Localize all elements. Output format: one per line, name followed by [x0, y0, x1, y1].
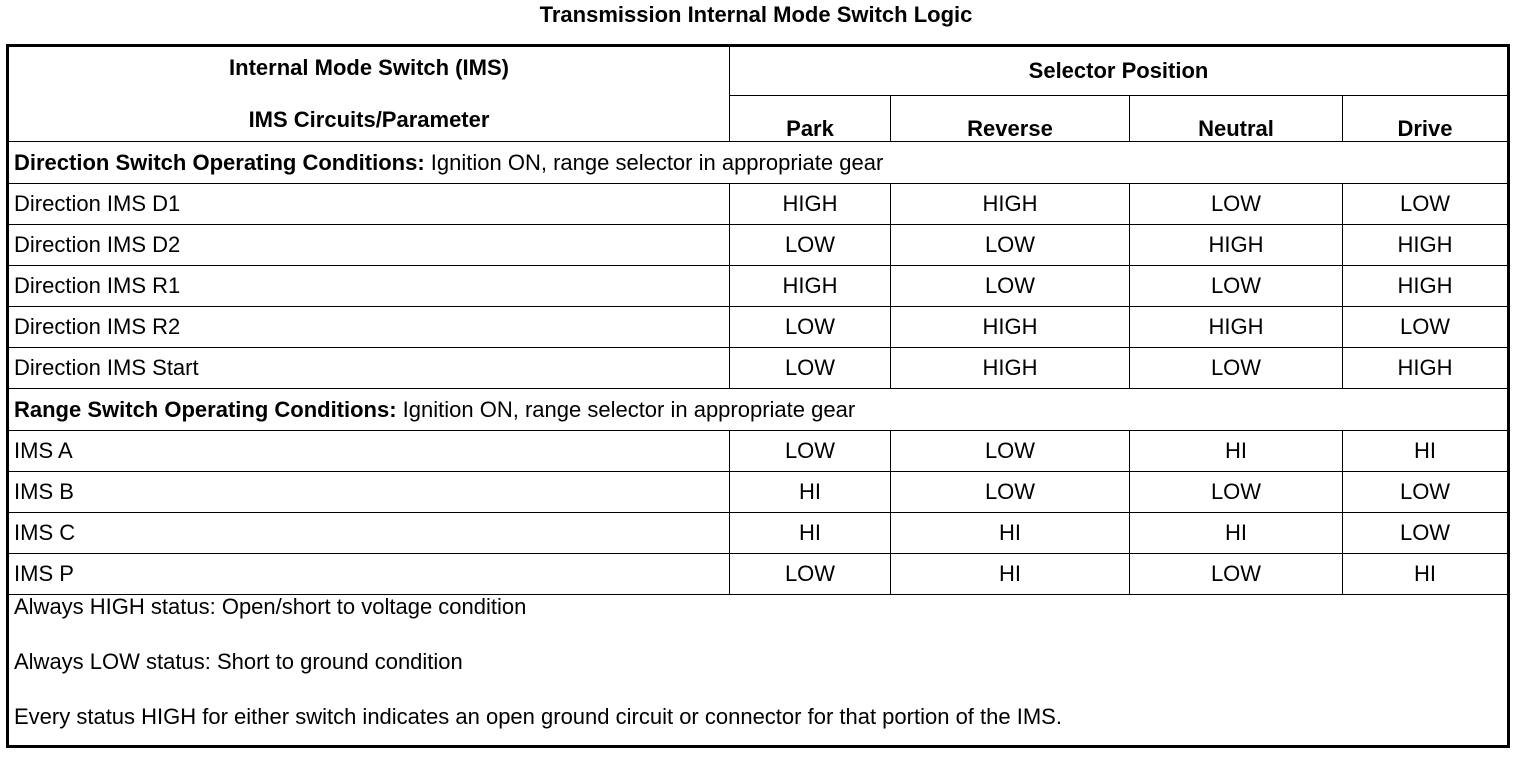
row-label: Direction IMS D2 — [8, 225, 730, 266]
row-label: IMS P — [8, 554, 730, 595]
table-title: Transmission Internal Mode Switch Logic — [539, 2, 973, 27]
cell-reverse: LOW — [891, 266, 1130, 307]
row-label: IMS C — [8, 513, 730, 554]
cell-neutral: HI — [1130, 513, 1343, 554]
cell-reverse: HI — [891, 513, 1130, 554]
header-reverse: Reverse — [891, 95, 1130, 141]
table-row — [8, 554, 1509, 595]
cell-park: LOW — [730, 225, 891, 266]
cell-park: HIGH — [730, 266, 891, 307]
cell-reverse: HI — [891, 554, 1130, 595]
cell-drive: HI — [1343, 554, 1509, 595]
cell-park: LOW — [730, 431, 891, 472]
cell-drive: LOW — [1343, 184, 1509, 225]
section-direction-switch — [8, 142, 1509, 184]
section-heading-bold: Range Switch Operating Conditions: — [14, 396, 397, 422]
cell-park: HI — [730, 513, 891, 554]
notes-cell — [8, 595, 1509, 747]
cell-park: HI — [730, 472, 891, 513]
cell-drive: LOW — [1343, 307, 1509, 348]
cell-reverse: LOW — [891, 225, 1130, 266]
notes-row — [8, 595, 1509, 747]
table-row — [8, 513, 1509, 554]
section-heading — [8, 142, 1509, 184]
note-always-high: Always HIGH status: Open/short to voltage condition — [14, 594, 527, 619]
cell-park: LOW — [730, 348, 891, 389]
table-row — [8, 184, 1509, 225]
header-park: Park — [730, 95, 891, 141]
cell-reverse: HIGH — [891, 184, 1130, 225]
section-range-switch — [8, 389, 1509, 431]
note-always-low: Always LOW status: Short to ground condition — [14, 649, 463, 674]
header-ims-circuits — [8, 46, 730, 142]
cell-drive: HIGH — [1343, 225, 1509, 266]
header-ims-parameter: IMS Circuits/Parameter — [248, 107, 490, 132]
row-label: IMS A — [8, 431, 730, 472]
header-drive: Drive — [1343, 95, 1509, 141]
row-label: Direction IMS R2 — [8, 307, 730, 348]
cell-neutral: HIGH — [1130, 307, 1343, 348]
cell-neutral: HIGH — [1130, 225, 1343, 266]
row-label: Direction IMS D1 — [8, 184, 730, 225]
table-row — [8, 266, 1509, 307]
cell-drive: LOW — [1343, 472, 1509, 513]
header-neutral: Neutral — [1130, 95, 1343, 141]
header-ims-title: Internal Mode Switch (IMS) — [229, 55, 509, 80]
section-heading — [8, 389, 1509, 431]
section-heading-bold: Direction Switch Operating Conditions: — [14, 149, 425, 175]
section-heading-rest: Ignition ON, range selector in appropriate gear — [424, 149, 884, 175]
table-row — [8, 307, 1509, 348]
cell-park: HIGH — [730, 184, 891, 225]
cell-reverse: LOW — [891, 472, 1130, 513]
header-selector-position: Selector Position — [730, 46, 1509, 96]
row-label: IMS B — [8, 472, 730, 513]
cell-neutral: LOW — [1130, 266, 1343, 307]
cell-reverse: HIGH — [891, 307, 1130, 348]
cell-neutral: LOW — [1130, 348, 1343, 389]
cell-park: LOW — [730, 307, 891, 348]
row-label: Direction IMS Start — [8, 348, 730, 389]
cell-reverse: LOW — [891, 431, 1130, 472]
cell-reverse: HIGH — [891, 348, 1130, 389]
cell-drive: LOW — [1343, 513, 1509, 554]
cell-park: LOW — [730, 554, 891, 595]
cell-drive: HIGH — [1343, 266, 1509, 307]
ims-logic-table — [6, 44, 1510, 748]
table-row — [8, 431, 1509, 472]
table-row — [8, 348, 1509, 389]
cell-neutral: LOW — [1130, 554, 1343, 595]
cell-drive: HI — [1343, 431, 1509, 472]
table-row — [8, 225, 1509, 266]
cell-neutral: HI — [1130, 431, 1343, 472]
cell-drive: HIGH — [1343, 348, 1509, 389]
cell-neutral: LOW — [1130, 184, 1343, 225]
cell-neutral: LOW — [1130, 472, 1343, 513]
table-row — [8, 472, 1509, 513]
section-heading-rest: Ignition ON, range selector in appropriate gear — [396, 396, 856, 422]
note-every-status-high: Every status HIGH for either switch indicates an open ground circuit or connector for that portion of the IMS. — [14, 704, 1062, 729]
row-label: Direction IMS R1 — [8, 266, 730, 307]
